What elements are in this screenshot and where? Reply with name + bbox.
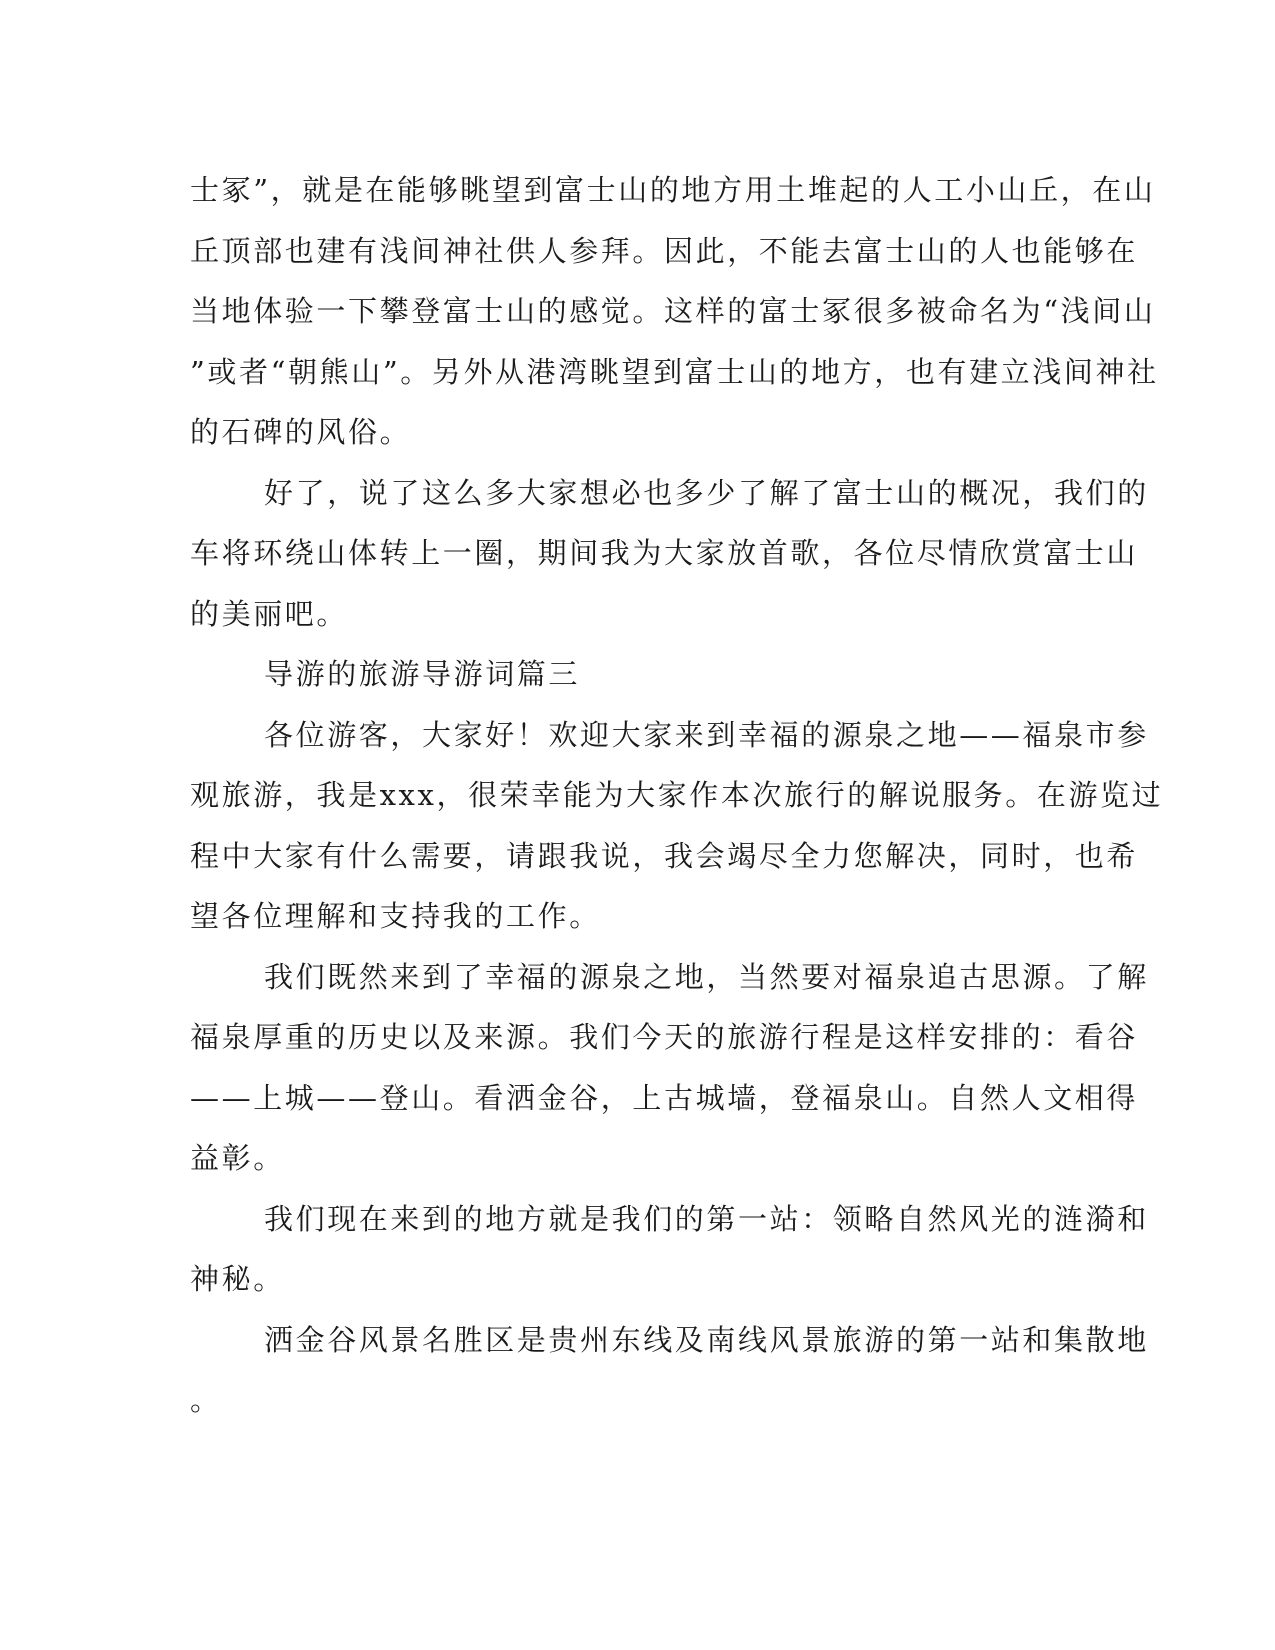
text-line: 。 <box>190 1383 222 1417</box>
text-line: 我们现在来到的地方就是我们的第一站：领略自然风光的涟漪和 <box>264 1201 1149 1236</box>
text-line: 洒金谷风景名胜区是贵州东线及南线风景旅游的第一站和集散地 <box>264 1322 1149 1357</box>
text-line: ”或者“朝熊山”。另外从港湾眺望到富士山的地方，也有建立浅间神社 <box>190 354 1159 389</box>
text-line: 神秘。 <box>190 1262 285 1296</box>
text-line: 福泉厚重的历史以及来源。我们今天的旅游行程是这样安排的：看谷 <box>190 1020 1139 1054</box>
text-line: 士冢”，就是在能够眺望到富士山的地方用土堆起的人工小山丘，在山 <box>190 173 1156 207</box>
text-line: ——上城——登山。看洒金谷，上古城墙，登福泉山。自然人文相得 <box>190 1080 1139 1115</box>
text-line: 当地体验一下攀登富士山的感觉。这样的富士冢很多被命名为“浅间山 <box>190 294 1156 328</box>
text-line: 观旅游，我是xxx，很荣幸能为大家作本次旅行的解说服务。在游览过 <box>190 778 1164 812</box>
text-line: 望各位理解和支持我的工作。 <box>190 899 601 933</box>
text-line: 益彰。 <box>190 1141 285 1175</box>
text-line: 丘顶部也建有浅间神社供人参拜。因此，不能去富士山的人也能够在 <box>190 233 1139 268</box>
document-body <box>190 160 1164 1431</box>
text-line: 我们既然来到了幸福的源泉之地，当然要对福泉追古思源。了解 <box>264 959 1149 994</box>
text-line: 的石碑的风俗。 <box>190 415 412 449</box>
text-line: 车将环绕山体转上一圈，期间我为大家放首歌，各位尽情欣赏富士山 <box>190 536 1139 570</box>
text-line: 程中大家有什么需要，请跟我说，我会竭尽全力您解决，同时，也希 <box>190 838 1139 873</box>
text-line: 各位游客，大家好！欢迎大家来到幸福的源泉之地——福泉市参 <box>264 717 1149 752</box>
text-line: 的美丽吧。 <box>190 596 349 631</box>
text-line: 好了，说了这么多大家想必也多少了解了富士山的概况，我们的 <box>264 475 1149 510</box>
section-heading: 导游的旅游导游词篇三 <box>264 657 581 691</box>
